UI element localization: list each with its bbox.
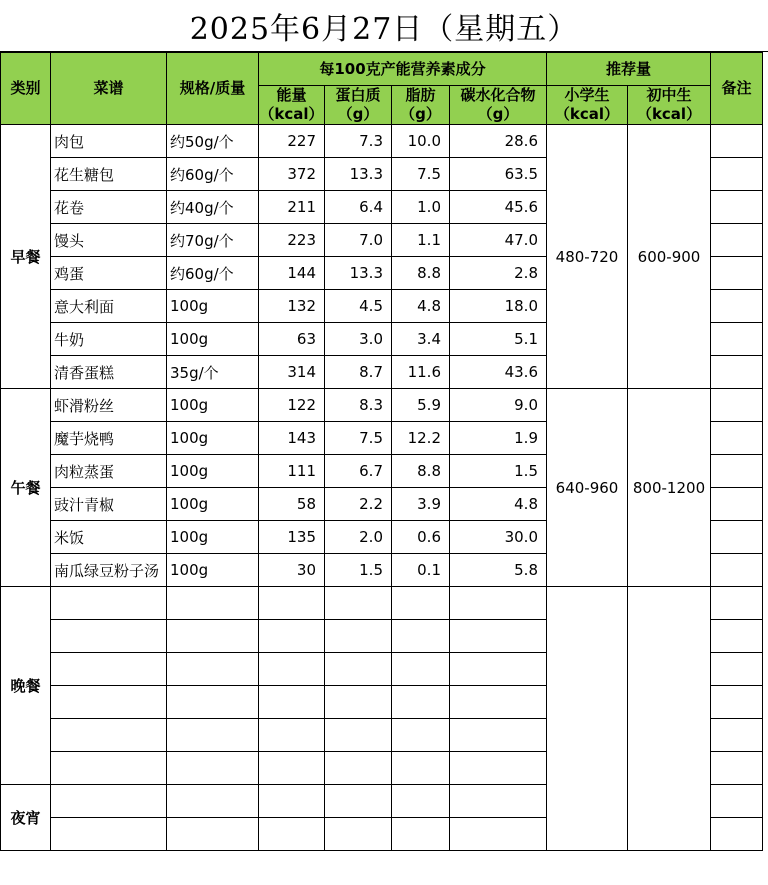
carbs-value: 9.0 xyxy=(450,389,547,422)
dish-spec: 100g xyxy=(167,488,259,521)
carbs-value: 2.8 xyxy=(450,257,547,290)
category-dinner: 晚餐 xyxy=(1,587,51,785)
dish-spec: 约70g/个 xyxy=(167,224,259,257)
dish-spec: 约50g/个 xyxy=(167,125,259,158)
table-row xyxy=(1,389,763,422)
energy-value: 227 xyxy=(259,125,325,158)
notes-cell xyxy=(711,158,763,191)
header-primary-unit: （kcal） xyxy=(554,105,620,123)
energy-value: 144 xyxy=(259,257,325,290)
fat-value: 3.4 xyxy=(392,323,450,356)
protein-value: 7.0 xyxy=(325,224,392,257)
header-carbs-label: 碳水化合物 xyxy=(460,86,536,104)
energy-value: 143 xyxy=(259,422,325,455)
fat-value: 0.6 xyxy=(392,521,450,554)
carbs-value: 1.9 xyxy=(450,422,547,455)
protein-value: 3.0 xyxy=(325,323,392,356)
fat-value: 7.5 xyxy=(392,158,450,191)
header-fat xyxy=(392,86,450,125)
notes-cell xyxy=(711,554,763,587)
header-notes: 备注 xyxy=(711,53,763,125)
table-row xyxy=(1,587,763,620)
carbs-value: 30.0 xyxy=(450,521,547,554)
header-middle-unit: （kcal） xyxy=(636,105,702,123)
protein-value: 13.3 xyxy=(325,158,392,191)
dish-spec: 100g xyxy=(167,290,259,323)
dish-name: 花卷 xyxy=(51,191,167,224)
dish-name: 鸡蛋 xyxy=(51,257,167,290)
category-late-snack: 夜宵 xyxy=(1,785,51,851)
energy-value: 314 xyxy=(259,356,325,389)
category-lunch: 午餐 xyxy=(1,389,51,587)
recommended-primary: 480-720 xyxy=(547,125,628,389)
dish-name: 虾滑粉丝 xyxy=(51,389,167,422)
dish-name: 米饭 xyxy=(51,521,167,554)
header-spec: 规格/质量 xyxy=(167,53,259,125)
header-nutrition-group: 每100克产能营养素成分 xyxy=(259,53,547,86)
protein-value: 2.2 xyxy=(325,488,392,521)
carbs-value: 5.8 xyxy=(450,554,547,587)
header-primary xyxy=(547,86,628,125)
notes-cell xyxy=(711,356,763,389)
carbs-value: 43.6 xyxy=(450,356,547,389)
notes-cell xyxy=(711,290,763,323)
dish-spec: 约60g/个 xyxy=(167,257,259,290)
protein-value: 2.0 xyxy=(325,521,392,554)
notes-cell xyxy=(711,587,763,620)
recommended-middle xyxy=(628,587,711,851)
protein-value: 7.3 xyxy=(325,125,392,158)
carbs-value: 47.0 xyxy=(450,224,547,257)
fat-value: 4.8 xyxy=(392,290,450,323)
energy-value: 223 xyxy=(259,224,325,257)
dish-spec: 100g xyxy=(167,422,259,455)
notes-cell xyxy=(711,191,763,224)
carbs-value: 4.8 xyxy=(450,488,547,521)
protein-value: 8.3 xyxy=(325,389,392,422)
protein-value: 1.5 xyxy=(325,554,392,587)
recommended-primary xyxy=(547,587,628,851)
dish-name: 魔芋烧鸭 xyxy=(51,422,167,455)
dish-spec: 100g xyxy=(167,323,259,356)
dish-spec: 100g xyxy=(167,455,259,488)
dish-name: 南瓜绿豆粉子汤 xyxy=(51,554,167,587)
header-protein-unit: （g） xyxy=(337,105,379,123)
dish-name: 花生糖包 xyxy=(51,158,167,191)
header-fat-unit: （g） xyxy=(400,105,441,123)
header-carbs-unit: （g） xyxy=(477,105,519,123)
fat-value: 11.6 xyxy=(392,356,450,389)
dish-name: 肉包 xyxy=(51,125,167,158)
header-dish: 菜谱 xyxy=(51,53,167,125)
header-protein-label: 蛋白质 xyxy=(335,86,381,104)
category-breakfast: 早餐 xyxy=(1,125,51,389)
header-energy-label: 能量 xyxy=(276,86,307,104)
notes-cell xyxy=(711,224,763,257)
notes-cell xyxy=(711,488,763,521)
dish-spec: 约60g/个 xyxy=(167,158,259,191)
protein-value: 4.5 xyxy=(325,290,392,323)
header-fat-label: 脂肪 xyxy=(405,86,436,104)
header-middle-label: 初中生 xyxy=(646,86,692,104)
dish-spec: 35g/个 xyxy=(167,356,259,389)
header-middle xyxy=(628,86,711,125)
notes-cell xyxy=(711,422,763,455)
energy-value: 30 xyxy=(259,554,325,587)
dish-spec: 100g xyxy=(167,554,259,587)
fat-value: 1.1 xyxy=(392,224,450,257)
header-category: 类别 xyxy=(1,53,51,125)
header-carbs xyxy=(450,86,547,125)
notes-cell xyxy=(711,125,763,158)
protein-value: 13.3 xyxy=(325,257,392,290)
dish-name: 豉汁青椒 xyxy=(51,488,167,521)
recommended-middle: 600-900 xyxy=(628,125,711,389)
protein-value: 8.7 xyxy=(325,356,392,389)
dish-name: 意大利面 xyxy=(51,290,167,323)
dish-name: 肉粒蒸蛋 xyxy=(51,455,167,488)
energy-value: 211 xyxy=(259,191,325,224)
dish-name: 牛奶 xyxy=(51,323,167,356)
carbs-value: 18.0 xyxy=(450,290,547,323)
header-primary-label: 小学生 xyxy=(564,86,610,104)
fat-value: 1.0 xyxy=(392,191,450,224)
carbs-value: 5.1 xyxy=(450,323,547,356)
fat-value: 8.8 xyxy=(392,257,450,290)
carbs-value: 63.5 xyxy=(450,158,547,191)
fat-value: 0.1 xyxy=(392,554,450,587)
dish-spec: 100g xyxy=(167,521,259,554)
protein-value: 6.7 xyxy=(325,455,392,488)
dish-spec: 100g xyxy=(167,389,259,422)
energy-value: 111 xyxy=(259,455,325,488)
carbs-value: 1.5 xyxy=(450,455,547,488)
header-recommended: 推荐量 xyxy=(547,53,711,86)
notes-cell xyxy=(711,455,763,488)
notes-cell xyxy=(711,323,763,356)
energy-value: 132 xyxy=(259,290,325,323)
protein-value: 7.5 xyxy=(325,422,392,455)
energy-value: 122 xyxy=(259,389,325,422)
carbs-value: 28.6 xyxy=(450,125,547,158)
notes-cell xyxy=(711,389,763,422)
energy-value: 63 xyxy=(259,323,325,356)
notes-cell xyxy=(711,257,763,290)
fat-value: 10.0 xyxy=(392,125,450,158)
nutrition-table xyxy=(0,52,763,851)
table-row xyxy=(1,125,763,158)
dish-spec: 约40g/个 xyxy=(167,191,259,224)
header-energy-unit: （kcal） xyxy=(259,105,324,123)
notes-cell xyxy=(711,521,763,554)
header-energy xyxy=(259,86,325,125)
carbs-value: 45.6 xyxy=(450,191,547,224)
fat-value: 3.9 xyxy=(392,488,450,521)
dish-name: 馒头 xyxy=(51,224,167,257)
recommended-middle: 800-1200 xyxy=(628,389,711,587)
energy-value: 372 xyxy=(259,158,325,191)
page-title: 2025年6月27日（星期五） xyxy=(0,0,768,52)
fat-value: 12.2 xyxy=(392,422,450,455)
header-protein xyxy=(325,86,392,125)
dish-name: 清香蛋糕 xyxy=(51,356,167,389)
protein-value: 6.4 xyxy=(325,191,392,224)
energy-value: 135 xyxy=(259,521,325,554)
recommended-primary: 640-960 xyxy=(547,389,628,587)
fat-value: 5.9 xyxy=(392,389,450,422)
fat-value: 8.8 xyxy=(392,455,450,488)
energy-value: 58 xyxy=(259,488,325,521)
